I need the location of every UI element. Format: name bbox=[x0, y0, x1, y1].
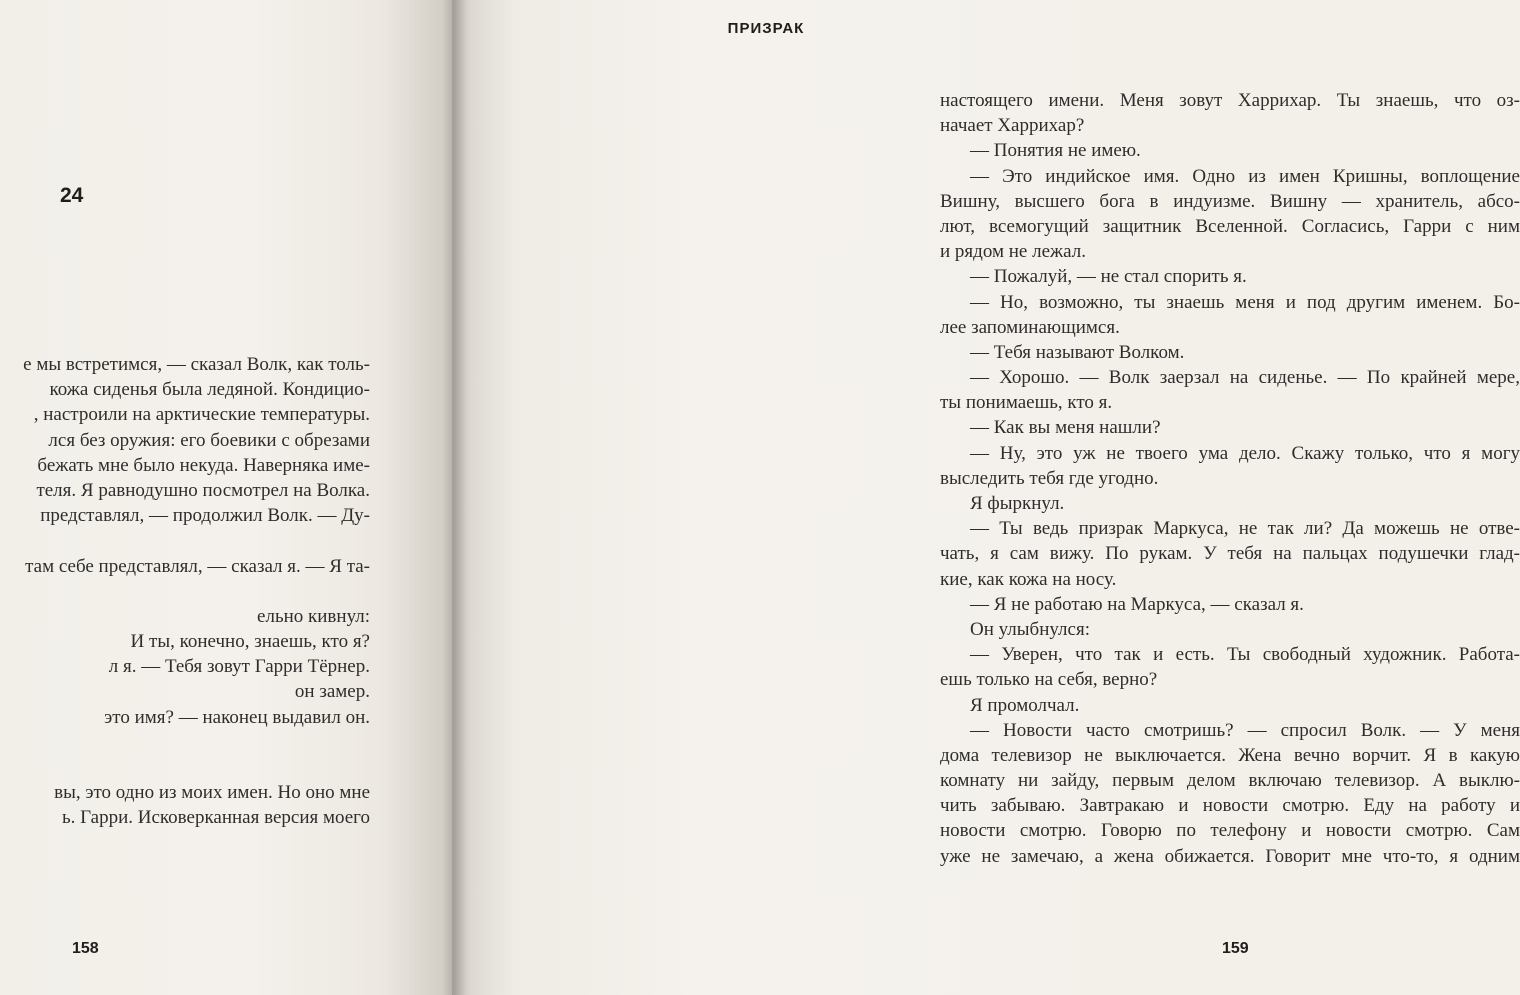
text-line: — Это индийское имя. Одно из имен Кришны, воплощение bbox=[970, 165, 1520, 187]
text-line: вы, это одно из моих имен. Но оно мне bbox=[54, 782, 370, 804]
right-page-text bbox=[940, 88, 1520, 869]
text-line: ешь только на себя, верно? bbox=[940, 669, 1158, 691]
text-line: — Ты ведь призрак Маркуса, не так ли? Да можешь не отве- bbox=[970, 518, 1520, 540]
text-line: и рядом не лежал. bbox=[940, 241, 1086, 263]
text-line: — Ну, это уж не твоего ума дело. Скажу только, что я могу bbox=[970, 442, 1520, 464]
left-page-text bbox=[0, 352, 370, 831]
text-line: комнату ни зайду, первым делом включаю телевизор. А выклю- bbox=[940, 770, 1520, 792]
text-line: Вишну, высшего бога в индуизме. Вишну — хранитель, абсо- bbox=[940, 190, 1520, 212]
text-line: кожа сиденья была ледяной. Кондицио- bbox=[49, 379, 370, 401]
page-number-right: 159 bbox=[1222, 940, 1249, 957]
chapter-number: 24 bbox=[60, 184, 84, 207]
text-line: бежать мне было некуда. Наверняка име- bbox=[37, 454, 370, 476]
text-line: ельно кивнул: bbox=[257, 605, 370, 627]
book-gutter bbox=[442, 0, 466, 995]
text-line: — Но, возможно, ты знаешь меня и под другим именем. Бо- bbox=[970, 291, 1520, 313]
text-line: Я фыркнул. bbox=[970, 493, 1065, 514]
page-number-left: 158 bbox=[72, 940, 99, 957]
text-line: лее запоминающимся. bbox=[940, 316, 1120, 338]
text-line: Я промолчал. bbox=[970, 694, 1080, 716]
text-line: дома телевизор не выключается. Жена вечно ворчит. Я в какую bbox=[940, 744, 1520, 766]
text-line: чать, я сам вижу. По рукам. У тебя на пальцах подушечки глад- bbox=[940, 543, 1520, 565]
text-line: теля. Я равнодушно посмотрел на Волка. bbox=[36, 479, 370, 501]
blank-line bbox=[0, 730, 370, 755]
text-line: — Пожалуй, — не стал спорить я. bbox=[970, 266, 1247, 288]
text-line: это имя? — наконец выдавил он. bbox=[104, 706, 370, 728]
text-line: — Как вы меня нашли? bbox=[970, 417, 1161, 439]
text-line: — Я не работаю на Маркуса, — сказал я. bbox=[970, 593, 1304, 615]
text-line: выследить тебя где угодно. bbox=[940, 467, 1159, 489]
text-line: Он улыбнулся: bbox=[970, 618, 1090, 640]
text-line: — Уверен, что так и есть. Ты свободный художник. Работа- bbox=[970, 644, 1520, 666]
text-line: лся без оружия: его боевики с обрезами bbox=[48, 429, 370, 451]
text-line: там себе представлял, — сказал я. — Я та- bbox=[25, 555, 370, 577]
text-line: — Понятия не имею. bbox=[970, 140, 1141, 162]
text-line: — Новости часто смотришь? — спросил Волк. — У меня bbox=[970, 719, 1520, 741]
text-line: уже не замечаю, а жена обижается. Говорит мне что-то, я одним bbox=[940, 845, 1520, 867]
text-line: , настроили на арктические температуры. bbox=[33, 404, 370, 426]
running-head: ПРИЗРАК bbox=[727, 20, 805, 37]
left-page bbox=[0, 0, 452, 995]
text-line: кие, как кожа на носу. bbox=[940, 568, 1117, 590]
text-line: И ты, конечно, знаешь, кто я? bbox=[130, 631, 370, 653]
text-line: — Хорошо. — Волк заерзал на сиденье. — По крайней мере, bbox=[970, 367, 1520, 389]
text-line: ты понимаешь, кто я. bbox=[940, 392, 1113, 414]
text-line: он замер. bbox=[294, 681, 370, 703]
right-page bbox=[452, 0, 1520, 995]
text-line: настоящего имени. Меня зовут Харрихар. Ты знаешь, что оз- bbox=[940, 90, 1520, 111]
text-line: ь. Гарри. Исковерканная версия моего bbox=[61, 807, 370, 829]
text-line: л я. — Тебя зовут Гарри Тёрнер. bbox=[108, 656, 370, 678]
blank-line bbox=[0, 579, 370, 604]
text-line: начает Харрихар? bbox=[940, 115, 1085, 137]
text-line: лют, всемогущий защитник Вселенной. Согласись, Гарри с ним bbox=[940, 215, 1520, 237]
text-line: новости смотрю. Говорю по телефону и новости смотрю. Сам bbox=[940, 820, 1520, 842]
text-line: представлял, — продолжил Волк. — Ду- bbox=[40, 505, 370, 527]
text-line: е мы встретимся, — сказал Волк, как толь- bbox=[23, 354, 370, 375]
text-line: чить забываю. Завтракаю и новости смотрю. Еду на работу и bbox=[940, 795, 1520, 817]
blank-line bbox=[0, 755, 370, 780]
blank-line bbox=[0, 528, 370, 553]
text-line: — Тебя называют Волком. bbox=[970, 341, 1185, 363]
